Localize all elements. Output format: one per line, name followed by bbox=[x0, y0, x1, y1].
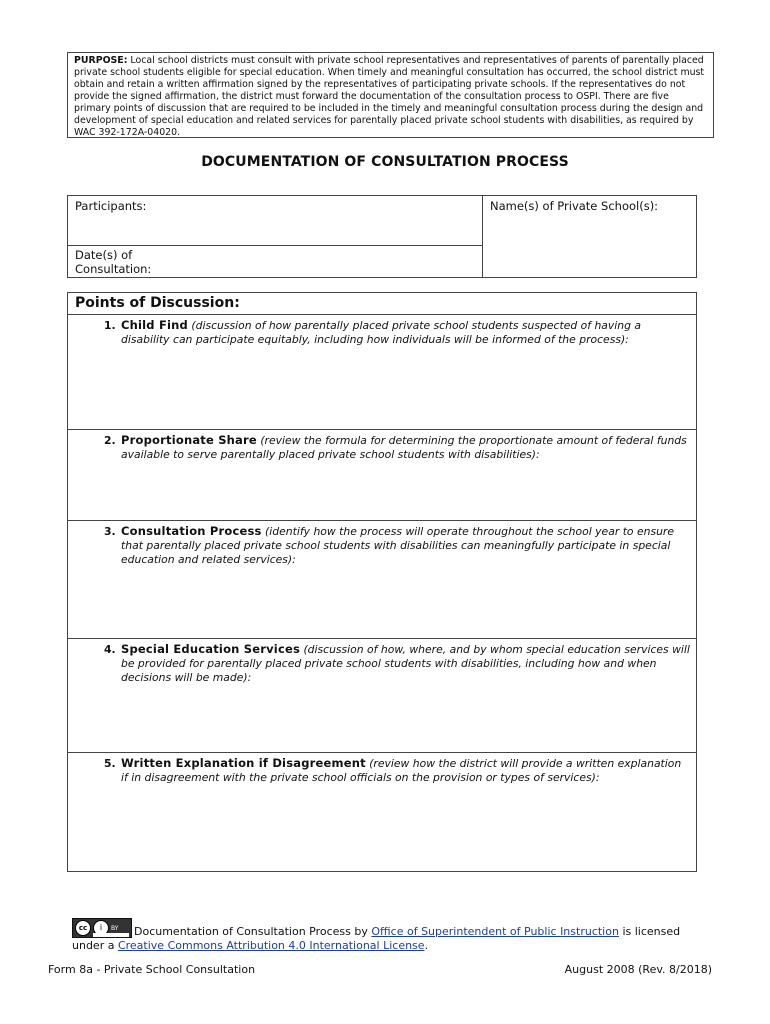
cc-license-link[interactable]: Creative Commons Attribution 4.0 International License bbox=[117, 939, 425, 952]
license-text: . bbox=[424, 939, 429, 952]
points-heading: Points of Discussion: bbox=[75, 295, 240, 311]
license-notice bbox=[72, 918, 712, 953]
point-number: 5. bbox=[104, 757, 116, 770]
point-number: 1. bbox=[104, 319, 116, 332]
point-special-education-services[interactable] bbox=[68, 639, 696, 753]
point-description: (review the formula for determining the proportionate amount of federal funds available to serve parentally placed private school students with disabilities): bbox=[121, 434, 687, 461]
license-text: is licensed under a bbox=[72, 925, 681, 952]
license-text: Documentation of Consultation Process by bbox=[134, 925, 372, 938]
purpose-text: Local school districts must consult with private school representatives and representatives of parents of parentally placed private school students eligible for special education. When timely and meaningful consultation has occurred, the school district must obtain and retain a written affirmation signed by the representatives of participating private schools. If the representatives do not provide the signed affirmation, the district must forward the documentation of the consultation process to OSPI. There are five primary points of discussion that are required to be included in the timely and meaningful consultation process during the design and development of special education and related services for parentally placed private school students with disabilities, as required by WAC 392-172A-04020. bbox=[74, 55, 705, 138]
purpose-label: PURPOSE: bbox=[74, 55, 128, 66]
point-label: Written Explanation if Disagreement bbox=[121, 756, 366, 770]
private-schools-field[interactable] bbox=[483, 196, 696, 277]
point-number: 3. bbox=[104, 525, 116, 538]
point-label: Child Find bbox=[121, 318, 188, 332]
point-written-explanation[interactable] bbox=[68, 753, 696, 871]
point-child-find[interactable] bbox=[68, 315, 696, 430]
point-label: Proportionate Share bbox=[121, 433, 257, 447]
point-number: 4. bbox=[104, 643, 116, 656]
creative-commons-badge-icon[interactable]: cc i BY bbox=[72, 918, 132, 938]
document-title: DOCUMENTATION OF CONSULTATION PROCESS bbox=[201, 154, 569, 170]
points-of-discussion bbox=[67, 292, 697, 872]
dates-label: Date(s) of Consultation: bbox=[75, 248, 152, 276]
point-number: 2. bbox=[104, 434, 116, 447]
purpose-box bbox=[67, 52, 714, 138]
form-name: Form 8a - Private School Consultation bbox=[48, 963, 256, 976]
consultation-info-table bbox=[67, 195, 697, 278]
point-description: (discussion of how, where, and by whom special education services will be provided for parentally placed private school students with disabilities, including how and when decisions will be made): bbox=[121, 643, 690, 684]
point-consultation-process[interactable] bbox=[68, 521, 696, 639]
point-description: (discussion of how parentally placed private school students suspected of having a disability can participate equitably, including how individuals will be informed of the process): bbox=[121, 319, 642, 346]
point-description: (identify how the process will operate throughout the school year to ensure that parentally placed private school students with disabilities can meaningfully participate in special education and related services): bbox=[121, 525, 674, 566]
dates-field[interactable] bbox=[68, 246, 483, 277]
participants-field[interactable] bbox=[68, 196, 483, 246]
revision-date: August 2008 (Rev. 8/2018) bbox=[564, 963, 712, 976]
private-schools-label: Name(s) of Private School(s): bbox=[490, 199, 659, 213]
point-proportionate-share[interactable] bbox=[68, 430, 696, 521]
ospi-link[interactable]: Office of Superintendent of Public Instruction bbox=[371, 925, 619, 938]
point-description: (review how the district will provide a written explanation if in disagreement with the private school officials on the provision or types of services): bbox=[121, 757, 682, 784]
participants-label: Participants: bbox=[75, 199, 147, 213]
point-label: Consultation Process bbox=[121, 524, 262, 538]
point-label: Special Education Services bbox=[121, 642, 301, 656]
